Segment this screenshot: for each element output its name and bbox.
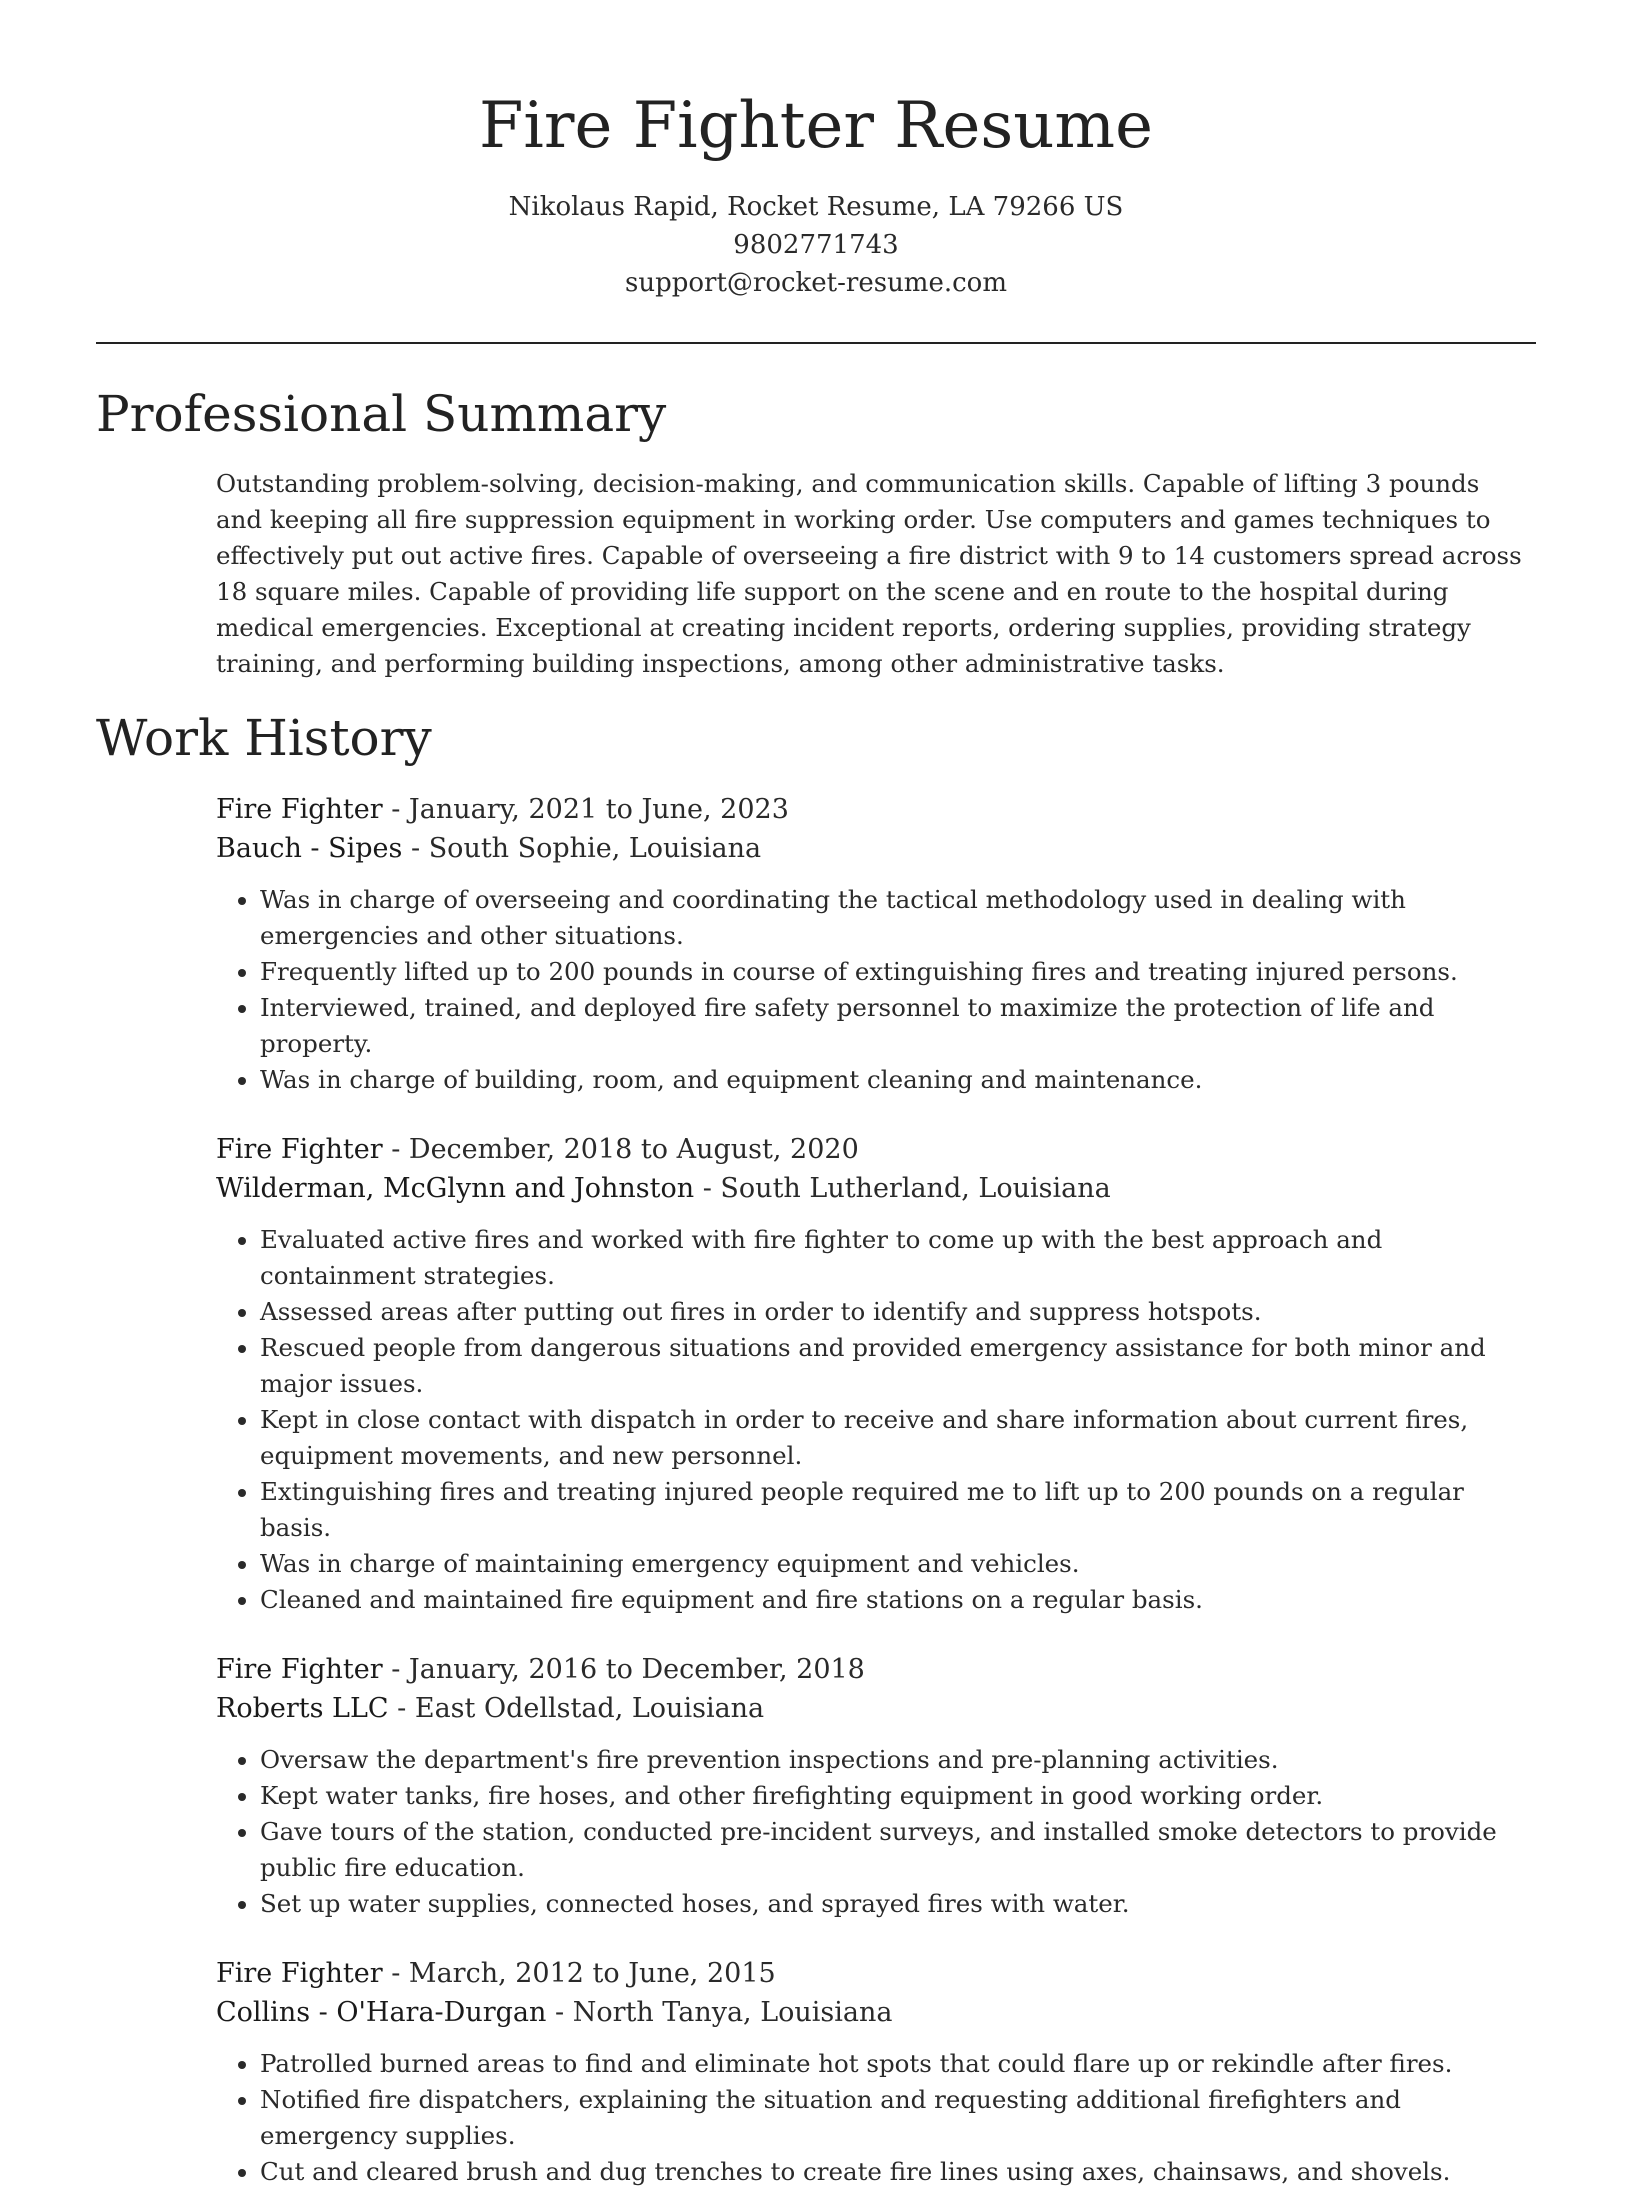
job-bullet: • Cleaned and maintained fire equipment and fire stations on a regular basis.	[260, 1582, 1540, 1618]
job-bullet: • Oversaw the department's fire prevention inspections and pre-planning activities.	[260, 1742, 1540, 1778]
job-title-line	[216, 1650, 1536, 1689]
job-bullet: • Assessed areas after putting out fires in order to identify and suppress hotspots.	[260, 1294, 1540, 1330]
job-bullet-list	[216, 1742, 1540, 1922]
job-bullet: • Kept water tanks, fire hoses, and other firefighting equipment in good working order.	[260, 1778, 1540, 1814]
job-entry	[216, 1954, 1536, 2190]
job-company-line	[216, 1169, 1536, 1208]
job-location: South Sophie, Louisiana	[428, 833, 762, 864]
contact-block	[96, 188, 1536, 302]
job-separator: -	[382, 1134, 409, 1165]
resume-page	[96, 0, 1536, 2190]
job-bullet: • Was in charge of maintaining emergency equipment and vehicles.	[260, 1546, 1540, 1582]
job-entry	[216, 1130, 1536, 1618]
summary-heading: Professional Summary	[96, 385, 667, 443]
job-dates: January, 2021 to June, 2023	[408, 794, 789, 825]
work-history-heading: Work History	[96, 709, 432, 767]
job-bullet: • Was in charge of overseeing and coordinating the tactical methodology used in dealing with emergencies and other situations.	[260, 882, 1540, 954]
job-separator: -	[694, 1173, 721, 1204]
job-dates: March, 2012 to June, 2015	[408, 1958, 776, 1989]
job-bullet: • Kept in close contact with dispatch in order to receive and share information about current fires, equipment movements, and new personnel.	[260, 1402, 1540, 1474]
contact-phone: 9802771743	[733, 230, 899, 260]
job-separator: -	[382, 794, 409, 825]
job-role: Fire Fighter	[216, 1958, 383, 1989]
job-bullet: • Was in charge of building, room, and equipment cleaning and maintenance.	[260, 1062, 1540, 1098]
job-entry	[216, 790, 1536, 1098]
job-role: Fire Fighter	[216, 1134, 383, 1165]
job-company-line	[216, 1689, 1536, 1728]
job-role: Fire Fighter	[216, 794, 383, 825]
job-bullet-list	[216, 2046, 1540, 2190]
job-company: Bauch - Sipes	[216, 833, 403, 864]
job-bullet-list	[216, 1222, 1540, 1618]
job-title-line	[216, 1954, 1536, 1993]
job-company-line	[216, 829, 1536, 868]
job-location: North Tanya, Louisiana	[572, 1997, 893, 2028]
job-separator: -	[388, 1693, 415, 1724]
job-bullet: • Set up water supplies, connected hoses, and sprayed fires with water.	[260, 1886, 1540, 1922]
job-bullet: • Interviewed, trained, and deployed fire safety personnel to maximize the protection of life and property.	[260, 990, 1540, 1062]
job-separator: -	[382, 1958, 409, 1989]
job-role: Fire Fighter	[216, 1654, 383, 1685]
job-bullet: • Notified fire dispatchers, explaining the situation and requesting additional firefighters and emergency supplies.	[260, 2082, 1540, 2154]
job-separator: -	[546, 1997, 573, 2028]
contact-email: support@rocket-resume.com	[624, 268, 1007, 298]
job-entry	[216, 1650, 1536, 1922]
job-bullet: • Rescued people from dangerous situations and provided emergency assistance for both minor and major issues.	[260, 1330, 1540, 1402]
header-divider	[96, 342, 1536, 344]
job-location: East Odellstad, Louisiana	[414, 1693, 765, 1724]
job-company: Collins - O'Hara-Durgan	[216, 1997, 547, 2028]
job-bullet-list	[216, 882, 1540, 1098]
resume-header	[96, 0, 1536, 302]
contact-address: Nikolaus Rapid, Rocket Resume, LA 79266 US	[508, 192, 1124, 222]
job-title-line	[216, 790, 1536, 829]
job-company: Wilderman, McGlynn and Johnston	[216, 1173, 695, 1204]
job-company-line	[216, 1993, 1536, 2032]
summary-text: Outstanding problem-solving, decision-making, and communication skills. Capable of lifting 3 pounds and keeping all fire suppression equipment in working order. Use computers and games techniques to effectively put out active fires. Capable of overseeing a fire district with 9 to 14 customers spread across 18 square miles. Capable of providing life support on the scene and en route to the hospital during medical emergencies. Exceptional at creating incident reports, ordering supplies, providing strategy training, and performing building inspections, among other administrative tasks.	[216, 469, 1522, 678]
job-bullet: • Evaluated active fires and worked with fire fighter to come up with the best approach and containment strategies.	[260, 1222, 1540, 1294]
job-dates: December, 2018 to August, 2020	[408, 1134, 859, 1165]
job-bullet: • Extinguishing fires and treating injured people required me to lift up to 200 pounds on a regular basis.	[260, 1474, 1540, 1546]
job-bullet: • Patrolled burned areas to find and eliminate hot spots that could flare up or rekindle after fires.	[260, 2046, 1540, 2082]
job-company: Roberts LLC	[216, 1693, 389, 1724]
job-bullet: • Cut and cleared brush and dug trenches to create fire lines using axes, chainsaws, and shovels.	[260, 2154, 1540, 2190]
job-separator: -	[382, 1654, 409, 1685]
work-history-list	[216, 790, 1536, 2190]
job-bullet: • Gave tours of the station, conducted pre-incident surveys, and installed smoke detectors to provide public fire education.	[260, 1814, 1540, 1886]
job-separator: -	[402, 833, 429, 864]
resume-title: Fire Fighter Resume	[479, 89, 1153, 163]
job-dates: January, 2016 to December, 2018	[408, 1654, 865, 1685]
job-title-line	[216, 1130, 1536, 1169]
job-location: South Lutherland, Louisiana	[720, 1173, 1111, 1204]
job-bullet: • Frequently lifted up to 200 pounds in course of extinguishing fires and treating injured persons.	[260, 954, 1540, 990]
